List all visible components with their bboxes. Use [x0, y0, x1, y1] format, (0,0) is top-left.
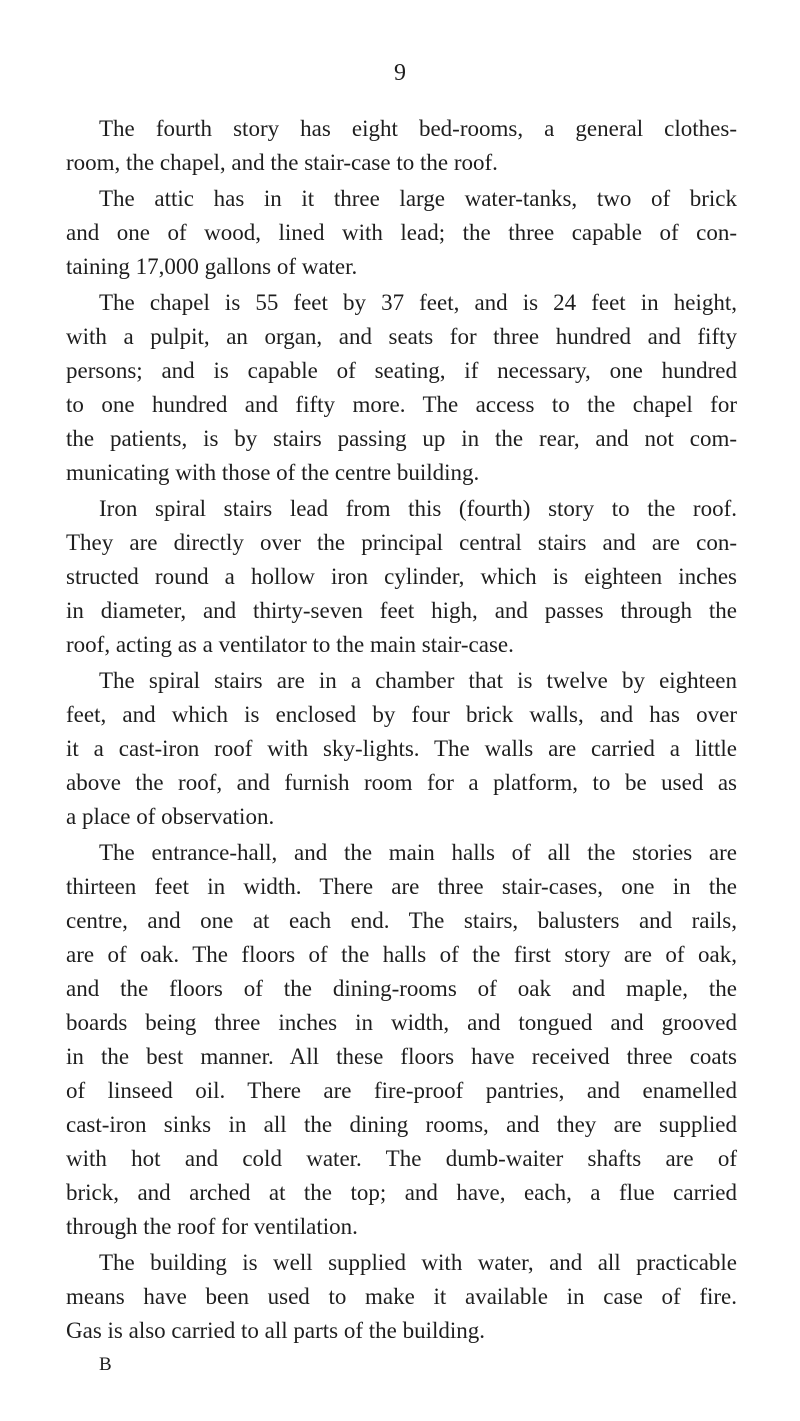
text-line: structed round a hollow iron cylinder, which is eighteen inches	[66, 564, 737, 589]
page-number: 9	[394, 60, 406, 86]
text-line: room, the chapel, and the stair-case to the roof.	[66, 150, 498, 175]
text-line: in the best manner. All these floors have received three coats	[66, 1044, 737, 1069]
text-line: are of oak. The floors of the halls of the first story are of oak,	[66, 942, 737, 967]
text-line: The attic has in it three large water-tanks, two of brick	[99, 186, 737, 211]
text-line: brick, and arched at the top; and have, each, a flue carried	[66, 1180, 737, 1205]
text-line: with a pulpit, an organ, and seats for three hundred and fifty	[66, 324, 737, 349]
text-line: through the roof for ventilation.	[66, 1214, 358, 1239]
text-line: The entrance-hall, and the main halls of all the stories are	[99, 840, 737, 865]
text-line: it a cast-iron roof with sky-lights. The walls are carried a little	[66, 736, 737, 761]
text-line: taining 17,000 gallons of water.	[66, 254, 358, 279]
text-line: Iron spiral stairs lead from this (fourth) story to the roof.	[99, 496, 737, 521]
text-line: They are directly over the principal central stairs and are con-	[66, 530, 737, 555]
text-line: means have been used to make it available in case of fire.	[66, 1284, 737, 1309]
text-line: Gas is also carried to all parts of the building.	[66, 1318, 486, 1343]
text-line: to one hundred and fifty more. The access to the chapel for	[66, 392, 737, 417]
text-line: The fourth story has eight bed-rooms, a general clothes-	[99, 116, 737, 141]
signature-mark: B	[99, 1354, 112, 1375]
text-line: The building is well supplied with water, and all practicable	[99, 1250, 737, 1275]
text-line: with hot and cold water. The dumb-waiter shafts are of	[66, 1146, 737, 1171]
text-line: The spiral stairs are in a chamber that is twelve by eighteen	[99, 668, 737, 693]
text-line: boards being three inches in width, and tongued and grooved	[66, 1010, 737, 1035]
text-line: above the roof, and furnish room for a platform, to be used as	[66, 770, 737, 795]
text-line: roof, acting as a ventilator to the main stair-case.	[66, 632, 514, 657]
text-line: cast-iron sinks in all the dining rooms, and they are supplied	[66, 1112, 737, 1137]
text-line: and the floors of the dining-rooms of oak and maple, the	[66, 976, 737, 1001]
text-line: centre, and one at each end. The stairs, balusters and rails,	[66, 908, 737, 933]
text-line: persons; and is capable of seating, if necessary, one hundred	[66, 358, 737, 383]
text-line: The chapel is 55 feet by 37 feet, and is 24 feet in height,	[99, 290, 737, 315]
text-line: and one of wood, lined with lead; the three capable of con-	[66, 220, 737, 245]
text-line: the patients, is by stairs passing up in the rear, and not com-	[66, 426, 737, 451]
text-line: a place of observation.	[66, 804, 275, 829]
text-line: of linseed oil. There are fire-proof pantries, and enamelled	[66, 1078, 737, 1103]
text-line: municating with those of the centre building.	[66, 460, 480, 485]
text-line: feet, and which is enclosed by four brick walls, and has over	[66, 702, 737, 727]
text-line: in diameter, and thirty-seven feet high, and passes through the	[66, 598, 737, 623]
text-line: thirteen feet in width. There are three stair-cases, one in the	[66, 874, 737, 899]
